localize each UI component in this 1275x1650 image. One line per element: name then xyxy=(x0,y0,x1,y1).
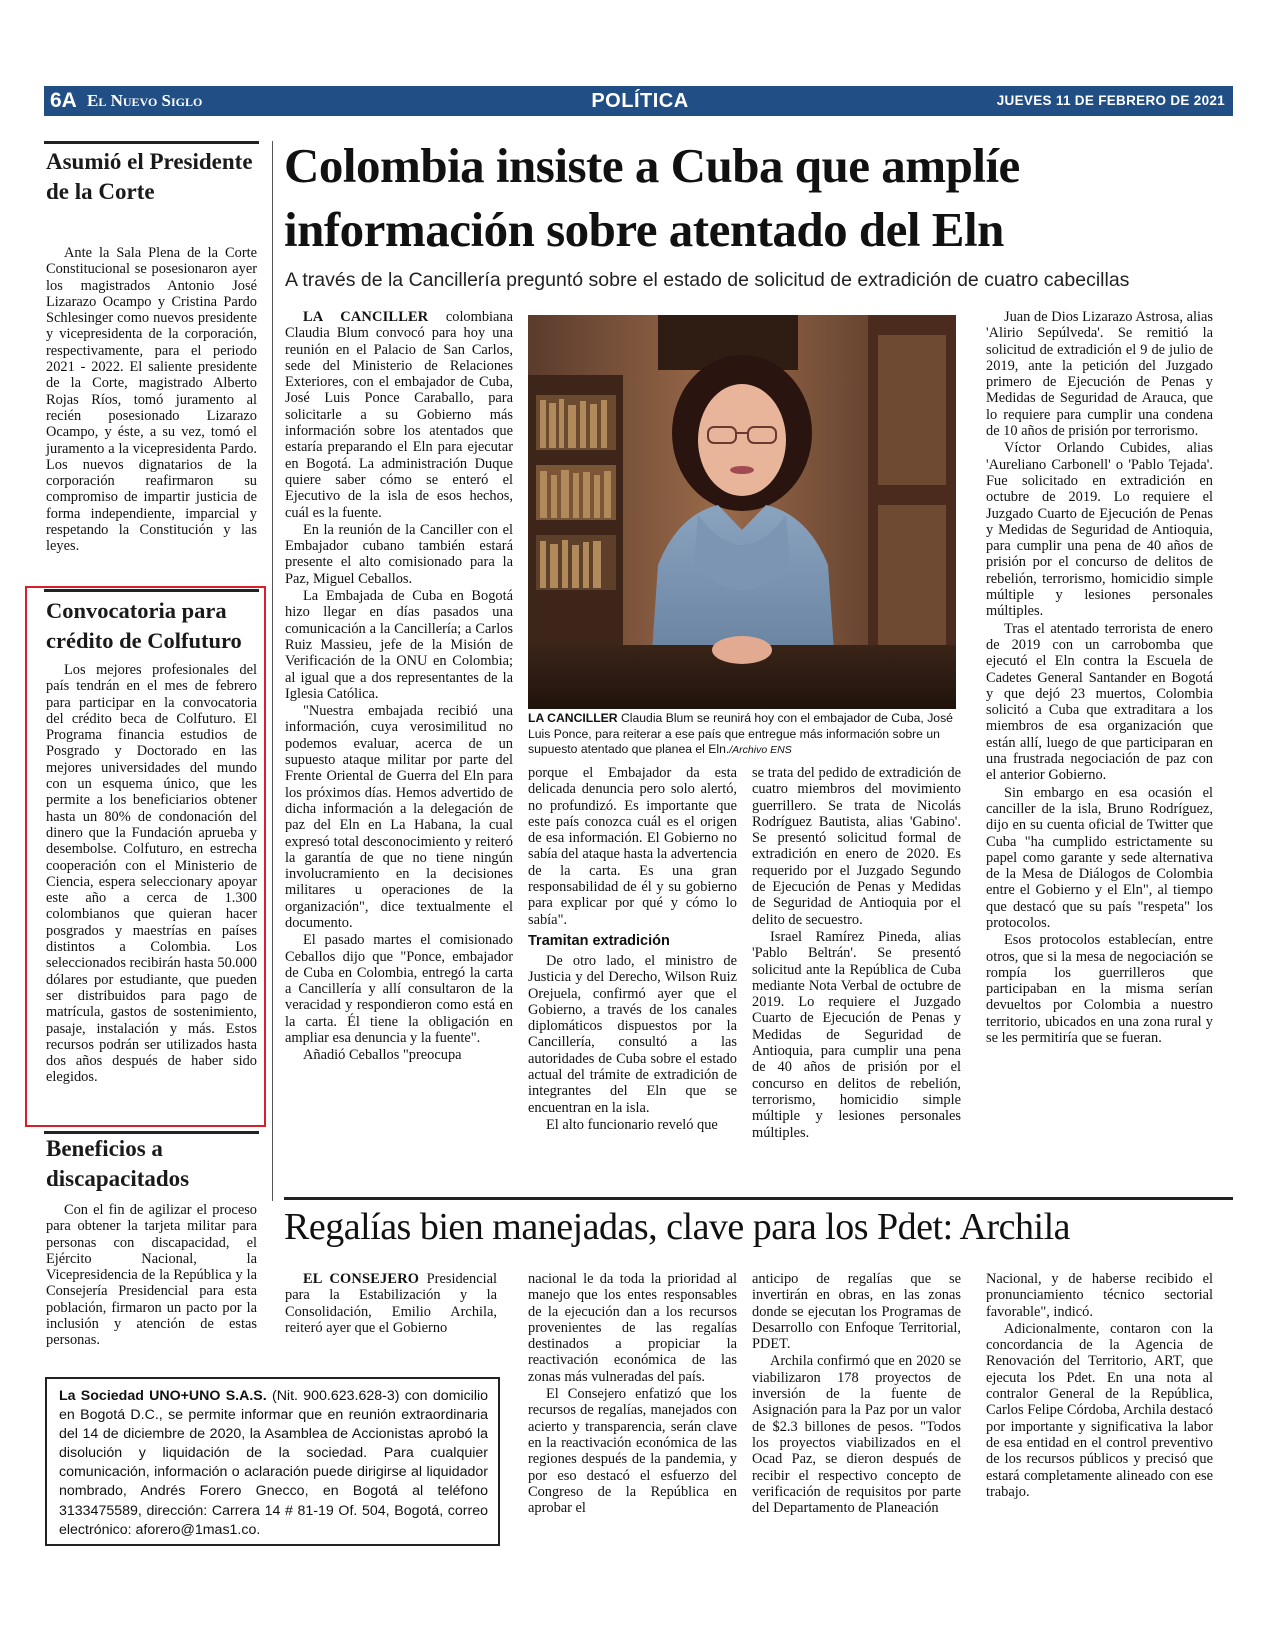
sidebar-divider xyxy=(272,141,273,1201)
paragraph: El pasado martes el comisionado Ceballos dijo que "Ponce, embajador de Cuba en Colombia, entregó la carta a Cancillería y allí consultaron de la veracidad y respondieron como está en la carta. Él tiene la obligación en ampliar esa denuncia y la fuente". xyxy=(285,932,513,1047)
photo-caption xyxy=(528,711,956,759)
brief-title-colfuturo: Convocatoria para crédito de Colfuturo xyxy=(46,598,242,653)
paragraph: El alto funcionario reveló que xyxy=(546,1116,718,1133)
lead-in: LA CANCILLER xyxy=(303,309,429,325)
paragraph: Adicionalmente, contaron con la concordancia de la Agencia de Renovación del Territorio, ART, que ejecuta los Pdet. En una nota al contralor General de la República, Carlos Felipe Córdoba, Archila destacó por importante y significativa la labor de esa entidad en el control preventivo de los recursos públicos y precisó que estará completamente alineado con ese trabajo. xyxy=(986,1320,1213,1500)
brief-paragraph: Con el fin de agilizar el proceso para obtener la tarjeta militar para personas con discapacidad, el Ejército Nacional, la Vicepresidencia de la República y la Consejería Presidencial para esta población, firmaron un pacto por la inclusión y atención de estas personas. xyxy=(46,1202,257,1349)
brief-title-corte: Asumió el Presidente de la Corte xyxy=(46,149,253,204)
paragraph: Tras el atentado terrorista de enero de 2019 con un carrobomba que ejecutó el Eln contra la Escuela de Cadetes General Santander en Bogotá y que dejó 23 muertos, Colombia solicitó a Cuba que extraditara a los miembros de esa organización que están allí, luego de que participaran en una frustrada negociación de paz con el anterior Gobierno. xyxy=(986,620,1213,784)
brief-body-corte xyxy=(46,245,257,556)
paragraph: colombiana Claudia Blum convocó para hoy una reunión en el Palacio de San Carlos, sede del Ministerio de Relaciones Exteriores, con el embajador de Cuba, José Luis Ponce Caraballo, para solicitarle a su Gobierno más información sobre los atentados que estaría preparando el Eln para ejecutar en Bogotá. La administración Duque quiere saber cómo se enteró el Ejecutivo de la isla de esos hechos, cuál es la fuente. xyxy=(285,309,513,521)
legal-notice-box xyxy=(45,1377,500,1546)
article1-column-3 xyxy=(752,765,961,1142)
paragraph: "Nuestra embajada recibió una información, cuya verosimilitud no podemos evaluar, acerca de un supuesto ataque militar por parte del Frente Oriental de Guerra del Eln para los próximos días. Hemos advertido de dicha información a la delegación de paz del Eln en La Habana, la cual expresó total desconocimiento y reiteró la garantía de que no tiene ningún involucramiento en la decisiones militares u operaciones de la organización", dice textualmente el documento. xyxy=(285,703,513,931)
photo-credit: /Archivo ENS xyxy=(729,744,792,756)
brief-body-colfuturo xyxy=(46,662,257,1087)
second-headline: Regalías bien manejadas, clave para los Pdet: Archila xyxy=(284,1206,1070,1248)
main-headline: Colombia insiste a Cuba que amplíe información sobre atentado del Eln xyxy=(284,138,1020,257)
photo-claudia-blum xyxy=(528,315,956,709)
sidebar-rule-2 xyxy=(44,589,259,592)
paragraph: Esos protocolos establecían, entre otros, que si la mesa de negociación se rompía los guerrilleros que participaban en la misma serían devueltos por Colombia a nuestro territorio, ubicados en una zona rural y se les permitiría que se fueran. xyxy=(986,932,1213,1047)
paragraph: Víctor Orlando Cubides, alias 'Aureliano Carbonell' o 'Pablo Tejada'. Fue solicitado en extradición en octubre de 2019. Lo requiere el Juzgado Cuarto de Ejecución de Penas y Medidas de Seguridad de Antioquia, para cumplir una pena de 40 años de prisión por el concurso de delitos de rebelión, terrorismo, homicidio simple múltiple y lesiones personales múltiples. xyxy=(986,440,1213,620)
brief-paragraph: Ante la Sala Plena de la Corte Constitucional se posesionaron ayer los magistrados Antonio José Lizarazo Ocampo y Cristina Pardo Schlesinger como nuevos presidente y vicepresidenta de la corporación, respectivamente, para el periodo 2021 - 2022. El saliente presidente de la Corte, magistrado Alberto Rojas Ríos, tomó juramento al recién posesionado Lizarazo Ocampo, y éste, a su vez, tomó el juramento a la vicepresidenta Pardo. Los nuevos dignatarios de la corporación reafirmaron su compromiso de impartir justicia de forma independiente, imparcial y respetando la Constitución y las leyes. xyxy=(46,245,257,555)
section-name: POLÍTICA xyxy=(591,90,689,112)
main-subtitle: A través de la Cancillería preguntó sobre el estado de solicitud de extradición de cuatro cabecillas xyxy=(285,269,1130,291)
paragraph: nacional le da toda la prioridad al manejo que los entes responsables de la ejecución dan a los recursos provenientes de las regalías destinados a propiciar la reactivación económica de las zonas más vulneradas del país. xyxy=(528,1271,737,1385)
brief-paragraph: Los mejores profesionales del país tendrán en el mes de febrero para participar en la convocatoria del crédito beca de Colfuturo. El Programa financia estudios de Posgrado y Doctorado en las mejores universidades del mundo con un esquema único, que les permite a los beneficiarios obtener hasta un 80% de condonación del dinero que la Fundación aprueba y desembolse. Colfuturo, en estrecha cooperación con el Ministerio de Ciencia, espera seleccionary apoyar este año a cerca de 1.300 colombianos que quieran hacer posgrados y maestrías en países distintos a Colombia. Los seleccionados recibirán hasta 50.000 dólares por estudiante, que pueden ser distribuidos para pago de matrícula, gastos de sostenimiento, pasaje, instalación y más. Estos recursos podrán ser utilizados hasta dos años después de haber sido elegidos. xyxy=(46,662,257,1086)
article1-column-4 xyxy=(986,309,1213,1047)
paragraph: anticipo de regalías que se invertirán en obras, en las zonas donde se ejecutan los Programas de Desarrollo con Enfoque Territorial, PDET. xyxy=(752,1271,961,1353)
paragraph: De otro lado, el ministro de Justicia y del Derecho, Wilson Ruiz Orejuela, confirmó ayer que el Gobierno, a través de los canales diplomáticos dispuestos por la Cancillería, consultó a las autoridades de Cuba sobre el estado actual del trámite de extradición de integrantes del Eln que se encuentran en la isla. xyxy=(528,952,737,1116)
page-number: 6A xyxy=(50,89,77,112)
paragraph: Nacional, y de haberse recibido el pronunciamiento técnico sectorial favorable", indicó. xyxy=(986,1271,1213,1320)
caption-text: Claudia Blum se reunirá hoy con el embajador de Cuba, José Luis Ponce, para reiterar a ese país que entregue más información sobre un supuesto atentado que planea el Eln. xyxy=(528,711,953,756)
paragraph: Archila confirmó que en 2020 se viabilizaron 178 proyectos de inversión de la fuente de Asignación para la Paz por un valor de $2.3 billones de pesos. "Todos los proyectos viabilizados en el Ocad Paz, se dieron después de recibir el respectivo concepto de verificación de requisitos por parte del Departamento de Planeación xyxy=(752,1353,961,1517)
article2-column-4 xyxy=(986,1271,1213,1501)
paragraph: se trata del pedido de extradición de cuatro miembros del movimiento guerrillero. Se trata de Nicolás Rodríguez Bautista, alias 'Gabino'. Se presentó solicitud formal de extradición en enero de 2020. Es requerido por el Juzgado Segundo de Ejecución de Penas y Medidas de Seguridad de Antioquia por el delito de secuestro. xyxy=(752,765,961,928)
paragraph: Añadió Ceballos "preocupa xyxy=(303,1047,462,1064)
paragraph: En la reunión de la Canciller con el Embajador cubano también estará presente el alto comisionado para la Paz, Miguel Ceballos. xyxy=(285,521,513,587)
article2-column-1 xyxy=(285,1271,497,1337)
paragraph: La Embajada de Cuba en Bogotá hizo llegar en días pasados una comunicación a la Cancillería; a Carlos Ruiz Massieu, jefe de la Misión de Verificación de la ONU en Colombia; al igual que a dos representantes de la Iglesia Católica. xyxy=(285,588,513,702)
brief-title-discapacitados: Beneficios a discapacitados xyxy=(46,1136,190,1191)
lead-in: EL CONSEJERO xyxy=(303,1271,420,1287)
article2-column-3 xyxy=(752,1271,961,1517)
brief-body-discapacitados xyxy=(46,1202,257,1350)
sidebar-top-rule xyxy=(44,141,259,144)
article1-column-2 xyxy=(528,765,737,1134)
paragraph: porque el Embajador da esta delicada denuncia pero solo alertó, no profundizó. Es importante que este país conozca cuál es el origen de esa información. El Gobierno no sabía del ataque hasta la advertencia de la carta. Es una gran responsabilidad de él y su gobierno para explicar por qué y cómo lo sabía". xyxy=(528,765,737,928)
paragraph: Israel Ramírez Pineda, alias 'Pablo Beltrán'. Se presentó solicitud ante la República de Cuba mediante Nota Verbal de octubre de 2019. Lo requiere el Juzgado Cuarto de Ejecución de Penas y Medidas de Seguridad de Antioquia, para cumplir una pena de 40 años de prisión por el concurso en delitos de rebelión, terrorismo, homicidio simple múltiple y lesiones personales múltiples. xyxy=(752,928,961,1141)
paragraph: Juan de Dios Lizarazo Astrosa, alias 'Alirio Sepúlveda'. Se remitió la solicitud de extradición el 9 de julio de 2019, ante la petición del Juzgado primero de Ejecución de Penas y Medidas de Seguridad de Arauca, que lo requiere para cumplir una condena de 10 años de prisión por terrorismo. xyxy=(986,309,1213,440)
paragraph: Presidencial para la Estabilización y la Consolidación, Emilio Archila, reiteró ayer que el Gobierno xyxy=(285,1271,497,1336)
issue-date: JUEVES 11 DE FEBRERO DE 2021 xyxy=(996,93,1225,108)
caption-lead: LA CANCILLER xyxy=(528,711,618,725)
notice-company: La Sociedad UNO+UNO S.A.S. xyxy=(59,1388,267,1404)
newspaper-name: El Nuevo Siglo xyxy=(87,91,203,110)
photo-illustration xyxy=(528,315,956,709)
notice-text: (Nit. 900.623.628-3) con domicilio en Bogotá D.C., se permite informar que en reunión extraordinaria del 14 de diciembre de 2020, la Asamblea de Accionistas aprobó la disolución y liquidación de la sociedad. Para cualquier comunicación, información o aclaración puede dirigirse al liquidador nombrado, Andrés Forero Gnecco, en Bogotá al teléfono 3133475589, dirección: Carrera 14 # 81-19 Of. 504, Bogotá, correo electrónico: aforero@1mas1.co. xyxy=(59,1388,489,1538)
paragraph: El Consejero enfatizó que los recursos de regalías, manejados con acierto y transparencia, serán clave en la reactivación económica de las regiones después de la pandemia, y por eso destacó el esfuerzo del Congreso de la República en aprobar el xyxy=(528,1386,737,1517)
paragraph: Sin embargo en esa ocasión el canciller de la isla, Bruno Rodríguez, dijo en su cuenta oficial de Twitter que Cuba "ha cumplido estrictamente su papel como garante y sede alternativa de la Mesa de Diálogos de Colombia entre el Gobierno y el Eln", al tiempo que destacó que su país "respeta" los protocolos. xyxy=(986,784,1213,931)
article2-column-2 xyxy=(528,1271,737,1517)
article1-column-1 xyxy=(285,309,513,1065)
subheading-tramitan: Tramitan extradición xyxy=(528,932,670,949)
